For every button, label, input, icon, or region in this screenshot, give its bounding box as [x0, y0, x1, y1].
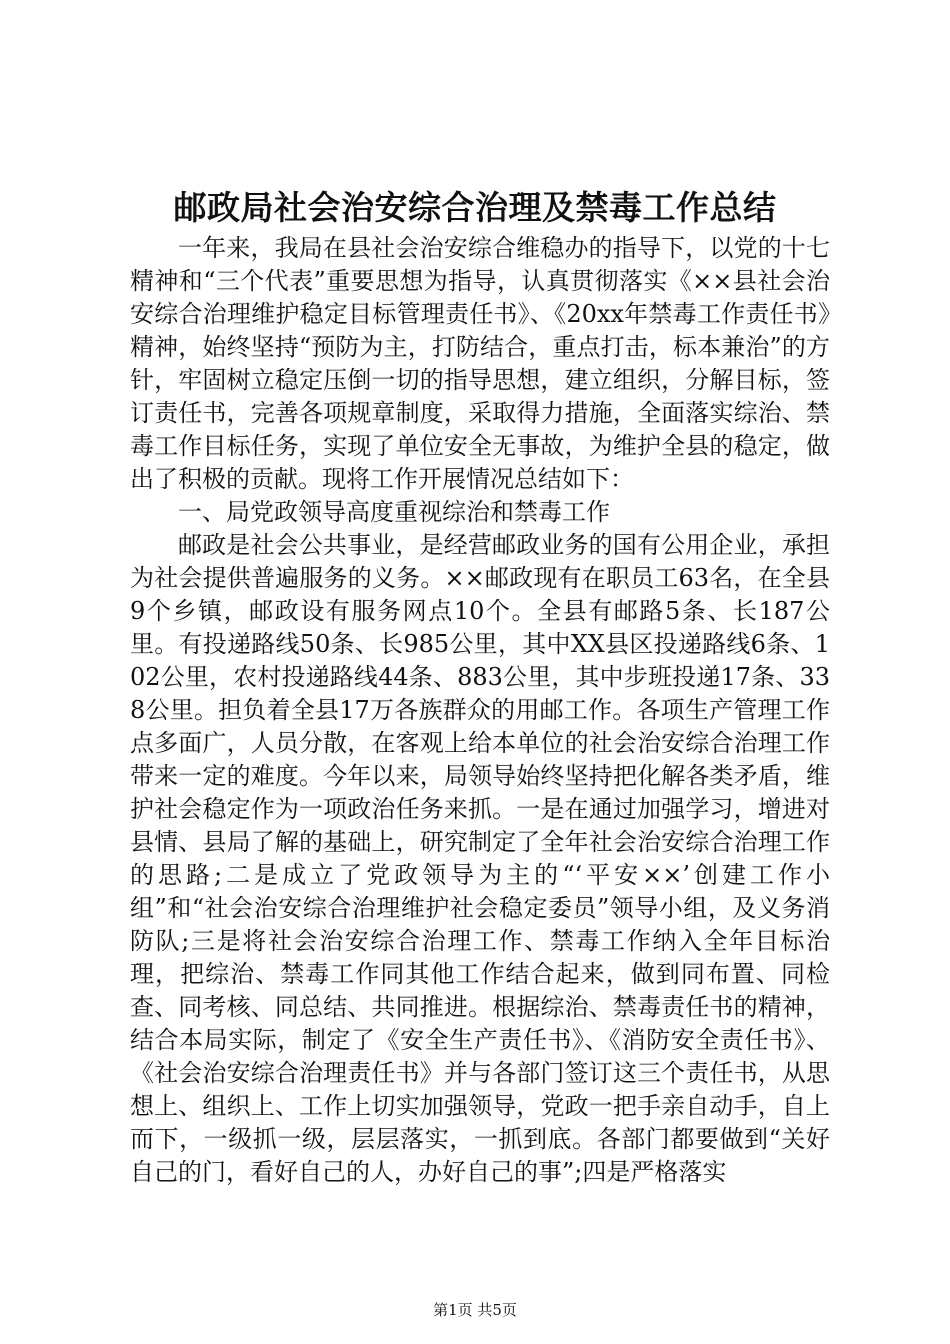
page-footer: 第1页 共5页 [433, 1301, 517, 1319]
document-title: 邮政局社会治安综合治理及禁毒工作总结 [173, 188, 777, 227]
document-body [130, 232, 830, 1189]
paragraph-section-1: 邮政是社会公共事业，是经营邮政业务的国有公用企业，承担为社会提供普遍服务的义务。××邮政现有在职员工63名，在全县9个乡镇，邮政设有服务网点10个。全县有邮路5条、长187公里。有投递路线50条、长985公里，其中XX县区投递路线6条、102公里，农村投递路线44条、883公里，其中步班投递17条、338公里。担负着全县17万各族群众的用邮工作。各项生产管理工作点多面广，人员分散，在客观上给本单位的社会治安综合治理工作带来一定的难度。今年以来，局领导始终坚持把化解各类矛盾，维护社会稳定作为一项政治任务来抓。一是在通过加强学习，增进对县情、县局了解的基础上，研究制定了全年社会治安综合治理工作的思路;二是成立了党政领导为主的“‘平安××’创建工作小组”和“社会治安综合治理维护社会稳定委员”领导小组，及义务消防队;三是将社会治安综合治理工作、禁毒工作纳入全年目标治理，把综治、禁毒工作同其他工作结合起来，做到同布置、同检查、同考核、同总结、共同推进。根据综治、禁毒责任书的精神，结合本局实际，制定了《安全生产责任书》、《消防安全责任书》、《社会治安综合治理责任书》并与各部门签订这三个责任书，从思想上、组织上、工作上切实加强领导，党政一把手亲自动手，自上而下，一级抓一级，层层落实，一抓到底。各部门都要做到“关好自己的门，看好自己的人，办好自己的事”;四是严格落实 [130, 531, 830, 1186]
paragraph-intro: 一年来，我局在县社会治安综合维稳办的指导下，以党的十七精神和“三个代表”重要思想为指导，认真贯彻落实《××县社会治安综合治理维护稳定目标管理责任书》、《20xx年禁毒工作责任书》精神，始终坚持“预防为主，打防结合，重点打击，标本兼治”的方针，牢固树立稳定压倒一切的指导思想，建立组织，分解目标，签订责任书，完善各项规章制度，采取得力措施，全面落实综治、禁毒工作目标任务，实现了单位安全无事故，为维护全县的稳定，做出了积极的贡献。现将工作开展情况总结如下： [130, 234, 830, 493]
section-heading-1: 一、局党政领导高度重视综治和禁毒工作 [178, 498, 610, 526]
